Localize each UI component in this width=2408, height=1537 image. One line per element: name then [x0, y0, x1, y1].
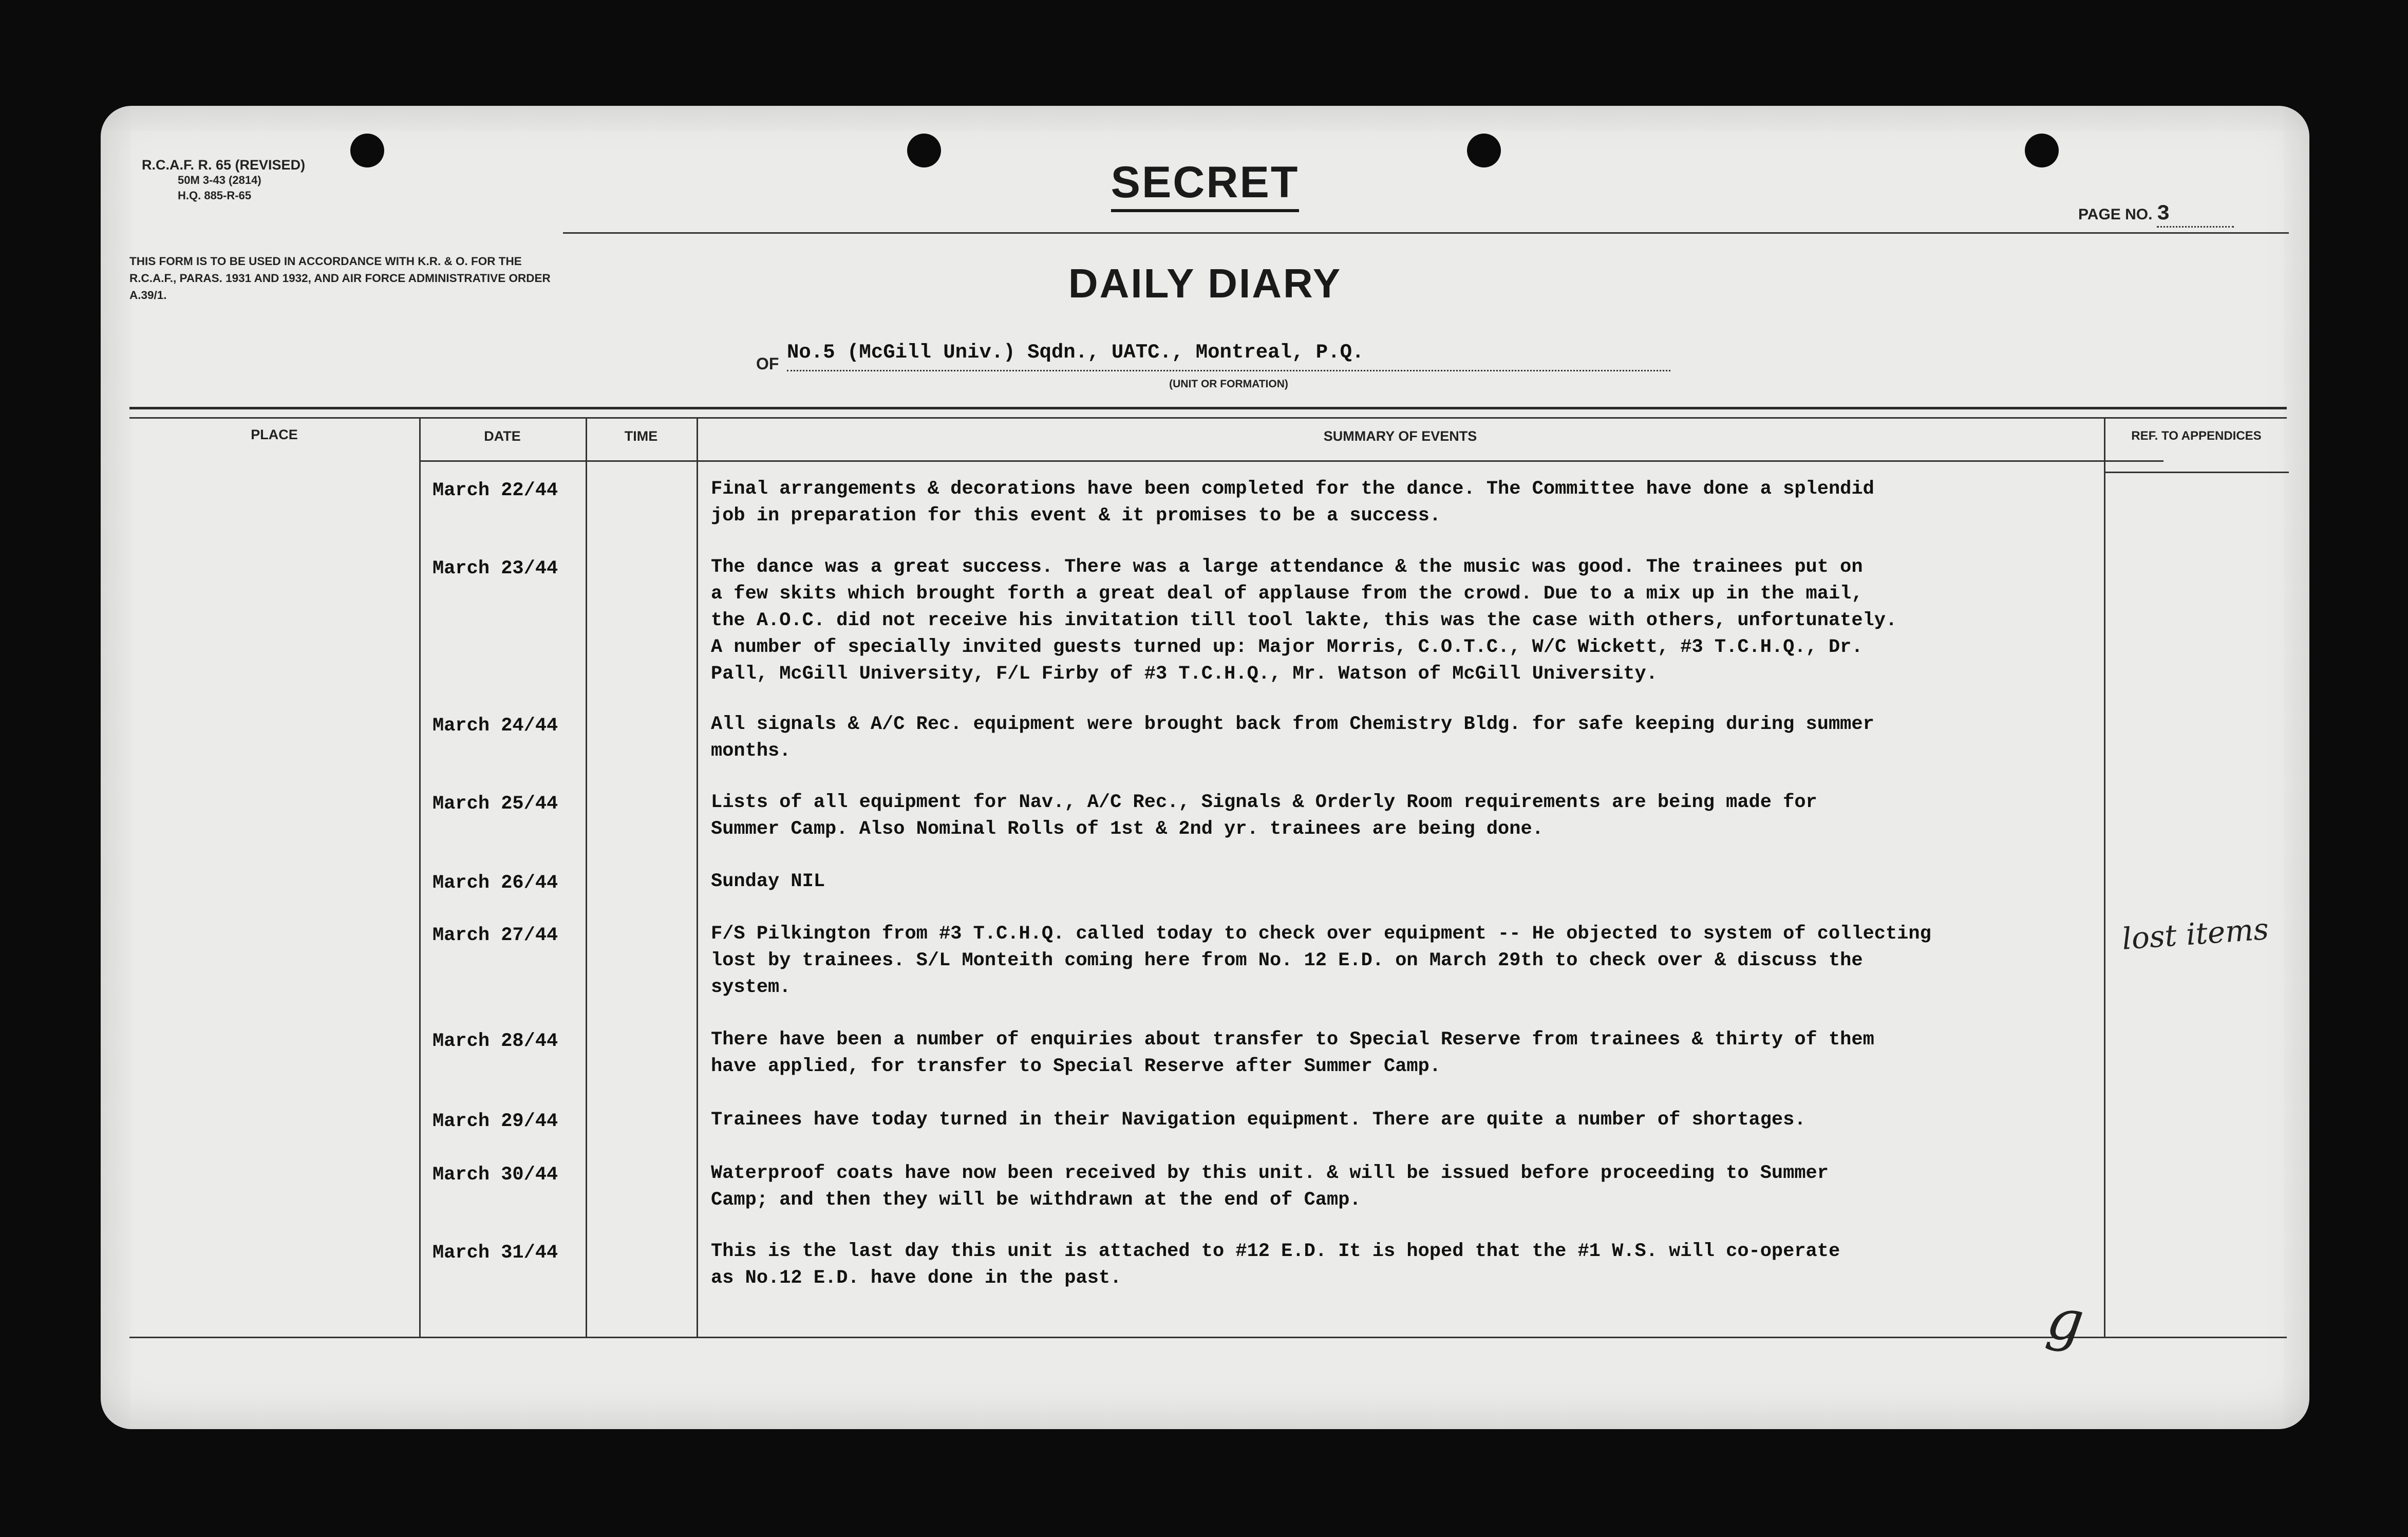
table-top-rule-thin [129, 417, 2287, 419]
entry-date: March 29/44 [432, 1111, 558, 1132]
entry-date: March 22/44 [432, 480, 558, 501]
entry-summary: Sunday NIL [711, 871, 825, 892]
entry-date: March 23/44 [432, 558, 558, 579]
table-bottom-rule [129, 1337, 2287, 1338]
page-number [2078, 201, 2234, 228]
form-number: R.C.A.F. R. 65 (REVISED) [142, 157, 306, 173]
entry-date: March 26/44 [432, 872, 558, 894]
column-header-time: TIME [624, 428, 658, 444]
unit-caption: (UNIT OR FORMATION) [1169, 378, 1288, 390]
entry-date: March 24/44 [432, 715, 558, 737]
page-title: DAILY DIARY [1068, 260, 1342, 306]
entry-summary: Trainees have today turned in their Navigation equipment. There are quite a number of shortages. [711, 1109, 1806, 1131]
column-divider [419, 417, 421, 1337]
entry-summary: This is the last day this unit is attached to #12 E.D. It is hoped that the #1 W.S. will co-operate as No.12 E.D. have done in the past. [711, 1241, 1840, 1289]
page-number-value: 3 [2157, 201, 2234, 228]
handwritten-initial: g [2043, 1285, 2088, 1356]
entry-summary: Waterproof coats have now been received by this unit. & will be issued before proceeding to Summer Camp; and then they will be withdrawn at the end of Camp. [711, 1163, 1829, 1211]
entry-summary: F/S Pilkington from #3 T.C.H.Q. called today to check over equipment -- He objected to system of collecting lost by trainees. S/L Monteith coming here from No. 12 E.D. on March 29th to check over & discuss the system. [711, 923, 1931, 998]
column-divider [697, 417, 698, 1337]
form-hq-reference: H.Q. 885-R-65 [178, 189, 252, 202]
entry-date: March 25/44 [432, 793, 558, 815]
entry-summary: There have been a number of enquiries about transfer to Special Reserve from trainees & thirty of them have applied, for transfer to Special Reserve after Summer Camp. [711, 1029, 1874, 1077]
entry-date: March 30/44 [432, 1164, 558, 1186]
entry-date: March 31/44 [432, 1242, 558, 1264]
classification-text: SECRET [1111, 158, 1300, 212]
form-instructions: THIS FORM IS TO BE USED IN ACCORDANCE WITH K.R. & O. FOR THE R.C.A.F., PARAS. 1931 AND 1932, AND AIR FORCE ADMINISTRATIVE ORDER A.39/1. [129, 255, 551, 302]
form-print-run: 50M 3-43 (2814) [178, 174, 261, 186]
entry-date: March 28/44 [432, 1030, 558, 1052]
entry-summary: Lists of all equipment for Nav., A/C Rec., Signals & Orderly Room requirements are being made for Summer Camp. Also Nominal Rolls of 1st & 2nd yr. trainees are being done. [711, 792, 1817, 840]
of-label: OF [756, 354, 779, 373]
column-header-date: DATE [484, 428, 521, 444]
table-top-rule [129, 407, 2287, 409]
entry-summary: The dance was a great success. There was a large attendance & the music was good. The trainees put on a few skits which brought forth a great deal of applause from the crowd. Due to a mix up in the mail, the A.O.C. did not receive his invitation till tool lakte, this was the case with others, unfortunately. A number of specially invited guests turned up: Major Morris, C.O.T.C., W/C Wickett, #3 T.C.H.Q., Dr. Pall, McGill University, F/L Firby of #3 T.C.H.Q., Mr. Watson of McGill University. [711, 556, 1897, 685]
diary-sheet [101, 106, 2309, 1429]
column-header-summary: SUMMARY OF EVENTS [1323, 428, 1477, 444]
column-header-ref: REF. TO APPENDICES [2131, 429, 2262, 443]
entry-date: March 27/44 [432, 925, 558, 946]
entry-summary: Final arrangements & decorations have been completed for the dance. The Committee have done a splendid job in preparation for this event & it promises to be a success. [711, 478, 1874, 527]
classification-heading [101, 157, 2309, 208]
entry-summary: All signals & A/C Rec. equipment were brought back from Chemistry Bldg. for safe keeping during summer months. [711, 714, 1874, 762]
header-rule [563, 232, 2289, 234]
unit-field: No.5 (McGill Univ.) Sqdn., UATC., Montreal, P.Q. [787, 341, 1670, 371]
handwritten-margin-note: lost items [2120, 911, 2270, 957]
header-separator [419, 460, 2164, 462]
page-number-label: PAGE NO. [2078, 206, 2153, 223]
column-header-place: PLACE [251, 427, 298, 442]
ref-header-separator [2104, 472, 2289, 473]
